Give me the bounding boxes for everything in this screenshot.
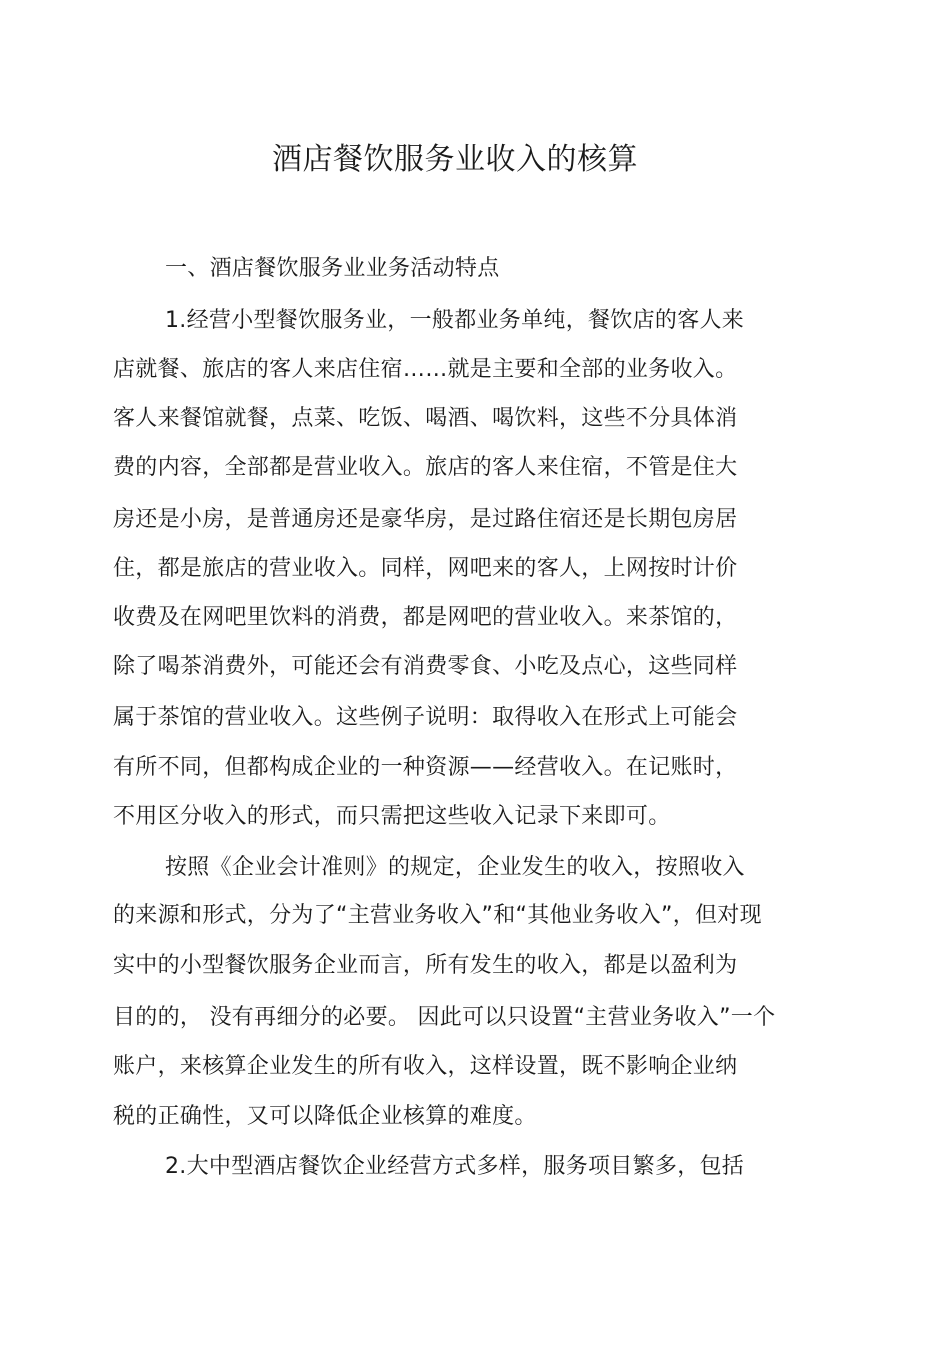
paragraph-line: 费的内容，全部都是营业收入。旅店的客人来住宿，不管是住大 <box>113 455 738 480</box>
paragraph-line: 住，都是旅店的营业收入。同样，网吧来的客人，上网按时计价 <box>113 556 738 581</box>
paragraph-line: 2.大中型酒店餐饮企业经营方式多样，服务项目繁多，包括 <box>165 1154 745 1179</box>
section-heading: 一、酒店餐饮服务业业务活动特点 <box>165 256 500 281</box>
paragraph-line: 收费及在网吧里饮料的消费，都是网吧的营业收入。来茶馆的， <box>113 605 738 630</box>
paragraph-line: 客人来餐馆就餐，点菜、吃饭、喝酒、喝饮料，这些不分具体消 <box>113 406 738 431</box>
paragraph-line: 不用区分收入的形式，而只需把这些收入记录下来即可。 <box>113 804 671 829</box>
paragraph-line: 的来源和形式，分为了“主营业务收入”和“其他业务收入”，但对现 <box>113 903 762 928</box>
paragraph-line: 账户，来核算企业发生的所有收入，这样设置，既不影响企业纳 <box>113 1054 738 1079</box>
paragraph-line: 按照《企业会计准则》的规定，企业发生的收入，按照收入 <box>165 855 745 880</box>
paragraph-line: 属于茶馆的营业收入。这些例子说明：取得收入在形式上可能会 <box>113 705 738 730</box>
paragraph-line: 店就餐、旅店的客人来店住宿……就是主要和全部的业务收入。 <box>113 357 738 382</box>
paragraph-line: 1.经营小型餐饮服务业，一般都业务单纯，餐饮店的客人来 <box>165 308 745 333</box>
paragraph-line: 除了喝茶消费外，可能还会有消费零食、小吃及点心，这些同样 <box>113 654 738 679</box>
paragraph-line: 实中的小型餐饮服务企业而言，所有发生的收入，都是以盈利为 <box>113 953 738 978</box>
paragraph-line: 税的正确性，又可以降低企业核算的难度。 <box>113 1104 537 1129</box>
paragraph-line: 有所不同，但都构成企业的一种资源——经营收入。在记账时， <box>113 755 738 780</box>
paragraph-line: 目的的， 没有再细分的必要。 因此可以只设置“主营业务收入”一个 <box>113 1005 776 1030</box>
document-title: 酒店餐饮服务业收入的核算 <box>272 142 638 177</box>
paragraph-line: 房还是小房，是普通房还是豪华房，是过路住宿还是长期包房居 <box>113 507 738 532</box>
